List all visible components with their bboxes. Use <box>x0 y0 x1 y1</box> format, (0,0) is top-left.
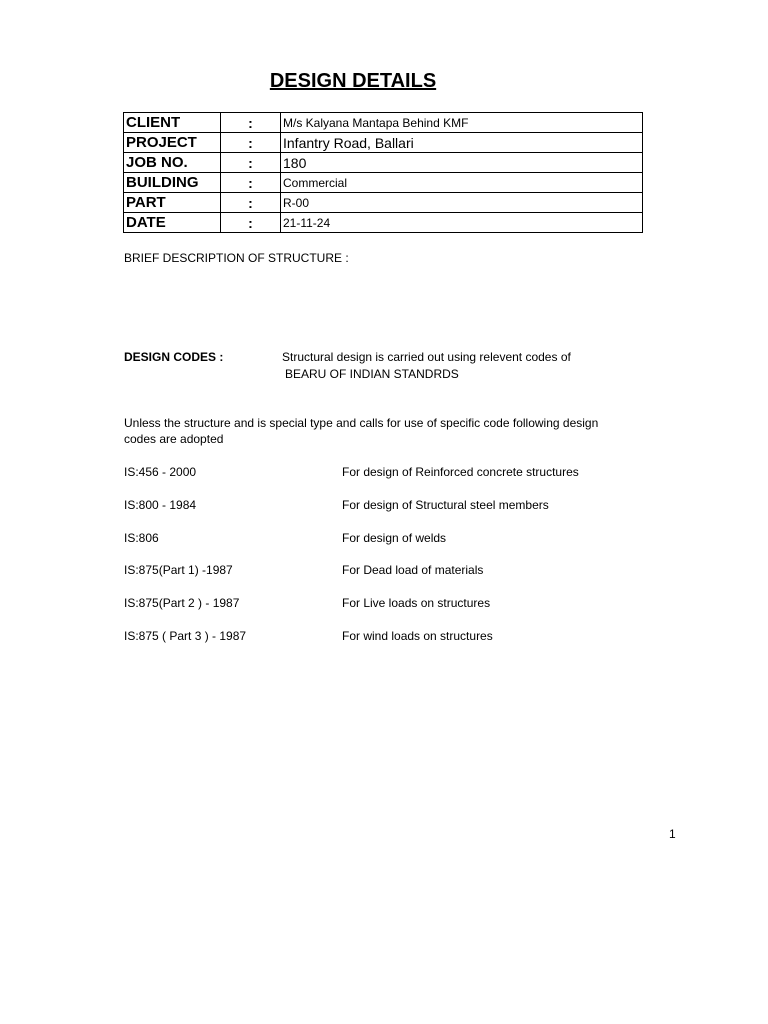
info-value: 180 <box>281 153 643 173</box>
design-codes-label: DESIGN CODES : <box>124 350 224 364</box>
info-value: M/s Kalyana Mantapa Behind KMF <box>281 113 643 133</box>
info-label: JOB NO. <box>124 153 221 173</box>
code-purpose: For design of Structural steel members <box>342 498 549 512</box>
info-row-building <box>124 173 643 193</box>
info-colon: : <box>221 193 281 213</box>
code-item: IS:806 <box>124 531 159 545</box>
code-item: IS:875(Part 1) -1987 <box>124 563 233 577</box>
code-purpose: For design of Reinforced concrete structures <box>342 465 579 479</box>
page-title: DESIGN DETAILS <box>269 70 437 92</box>
info-value: R-00 <box>281 193 643 213</box>
info-value: 21-11-24 <box>281 213 643 233</box>
page-number: 1 <box>669 827 676 841</box>
info-value: Commercial <box>281 173 643 193</box>
intro-line2: codes are adopted <box>124 432 224 446</box>
info-label: BUILDING <box>124 173 221 193</box>
info-colon: : <box>221 213 281 233</box>
intro-line1: Unless the structure and is special type and calls for use of specific code following design <box>124 416 599 430</box>
info-row-job-no <box>124 153 643 173</box>
code-purpose: For Live loads on structures <box>342 596 491 610</box>
design-codes-line2: BEARU OF INDIAN STANDRDS <box>285 367 459 381</box>
project-info-table <box>123 112 643 233</box>
code-purpose: For design of welds <box>342 531 447 545</box>
info-label: PROJECT <box>124 133 221 153</box>
brief-description-label: BRIEF DESCRIPTION OF STRUCTURE : <box>124 251 349 265</box>
code-item: IS:800 - 1984 <box>124 498 197 512</box>
info-label: CLIENT <box>124 113 221 133</box>
code-purpose: For wind loads on structures <box>342 629 493 643</box>
code-item: IS:875 ( Part 3 ) - 1987 <box>124 629 247 643</box>
info-row-date <box>124 213 643 233</box>
design-codes-line1: Structural design is carried out using relevent codes of <box>282 350 571 364</box>
info-colon: : <box>221 133 281 153</box>
info-colon: : <box>221 153 281 173</box>
info-row-client <box>124 113 643 133</box>
info-row-project <box>124 133 643 153</box>
code-item: IS:875(Part 2 ) - 1987 <box>124 596 240 610</box>
info-row-part <box>124 193 643 213</box>
info-label: PART <box>124 193 221 213</box>
info-label: DATE <box>124 213 221 233</box>
code-purpose: For Dead load of materials <box>342 563 484 577</box>
info-value: Infantry Road, Ballari <box>281 133 643 153</box>
info-colon: : <box>221 113 281 133</box>
code-item: IS:456 - 2000 <box>124 465 197 479</box>
info-colon: : <box>221 173 281 193</box>
